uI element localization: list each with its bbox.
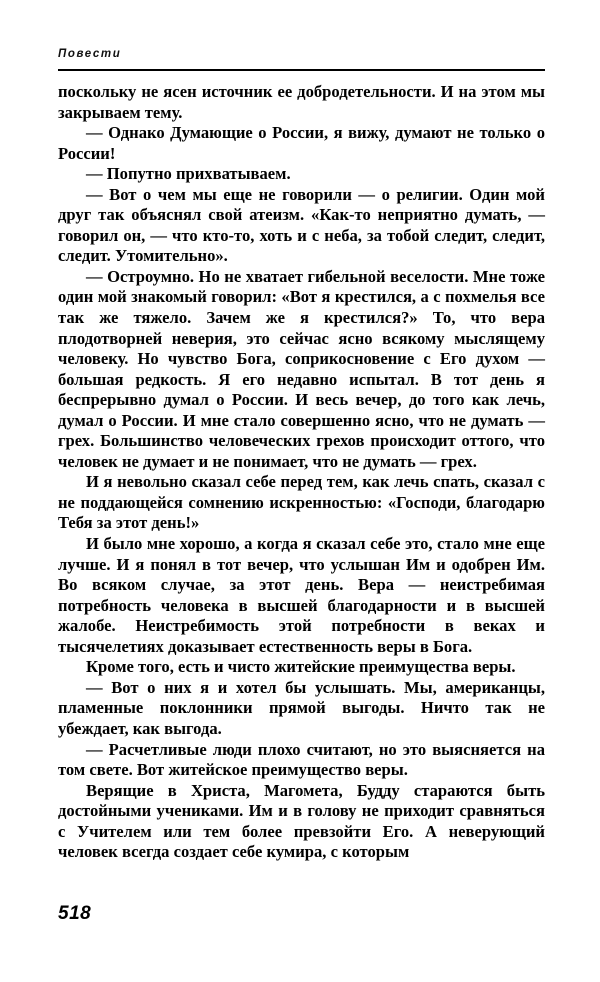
body-paragraph: — Вот о чем мы еще не говорили — о религии. Один мой друг так объяснял свой атеизм. «Как-то неприятно думать, — говорил он, — что кто-то, хоть и с неба, за тобой следит, следит, следит. Утомительно». xyxy=(58,184,545,266)
body-text-block xyxy=(58,82,545,863)
body-paragraph: — Попутно прихватываем. xyxy=(86,164,291,184)
body-paragraph: И было мне хорошо, а когда я сказал себе это, стало мне еще лучше. И я понял в тот вечер, что услышан Им и одобрен Им. Во всяком случае, за этот день. Вера — неистребимая потребность человека в высшей благодарности и в высшей жалобе. Неистребимость этой потребности в веках и тысячелетиях доказывает естественность веры в Бога. xyxy=(58,534,545,656)
body-paragraph: — Остроумно. Но не хватает гибельной веселости. Мне тоже один мой знакомый говорил: «Вот я крестился, а с похмелья все так же тяжело. Зачем же я крестился?» То, что вера плодотворней неверия, это сейчас ясно всякому мыслящему человеку. Но чувство Бога, соприкосновение с Его духом — большая редкость. Я его недавно испытал. В тот день я беспрерывно думал о России. И весь вечер, до того как лечь, думал о России. И мне стало совершенно ясно, что не думать — грех. Большинство человеческих грехов происходит оттого, что человек не думает и не понимает, что не думать — грех. xyxy=(58,266,545,471)
body-paragraph: — Однако Думающие о России, я вижу, думают не только о России! xyxy=(58,123,545,163)
page-number: 518 xyxy=(58,903,92,924)
body-paragraph: поскольку не ясен источник ее добродетельности. И на этом мы закрываем тему. xyxy=(58,82,545,122)
header-divider-rule xyxy=(58,69,545,71)
body-paragraph: Верящие в Христа, Магомета, Будду стараются быть достойными учениками. Им и в голову не приходит сравняться с Учителем или тем более превзойти Его. А неверующий человек всегда создает себе кумира, с которым xyxy=(58,780,545,862)
body-paragraph: И я невольно сказал себе перед тем, как лечь спать, сказал с не поддающейся сомнению искренностью: «Господи, благодарю Тебя за этот день!» xyxy=(58,472,545,533)
body-paragraph: — Вот о них я и хотел бы услышать. Мы, американцы, пламенные поклонники прямой выгоды. Ничто так не убеждает, как выгода. xyxy=(58,677,545,738)
body-paragraph: — Расчетливые люди плохо считают, но это выясняется на том свете. Вот житейское преимущество веры. xyxy=(58,739,545,780)
body-paragraph: Кроме того, есть и чисто житейские преимущества веры. xyxy=(86,657,516,677)
running-head: Повести xyxy=(58,48,122,60)
